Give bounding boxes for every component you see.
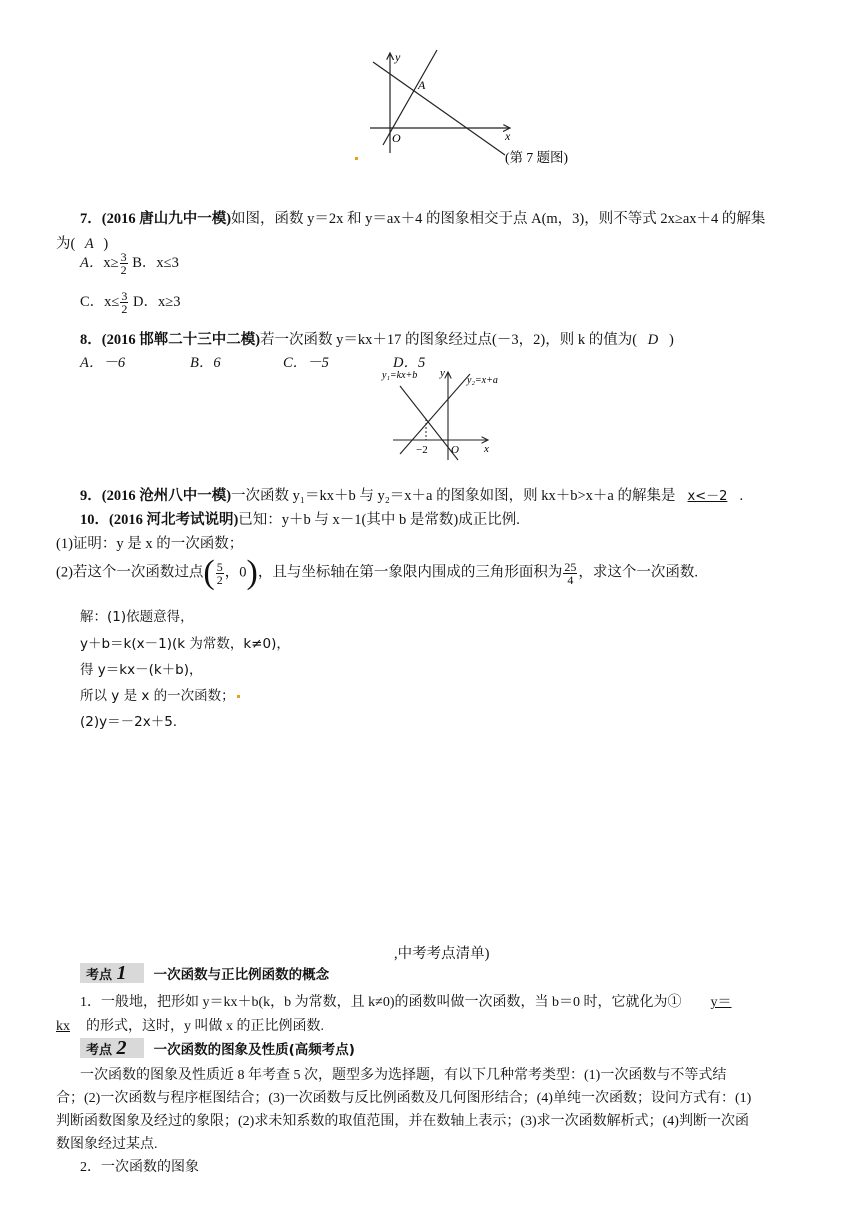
- kd1-blank-a: y＝: [710, 995, 732, 1010]
- q9-period: .: [739, 488, 744, 504]
- solution-line-4-text: 所以 y 是 x 的一次函数；: [80, 688, 235, 704]
- q8-number: 8．: [80, 332, 102, 348]
- q7-option-d: D．x≥3: [133, 294, 181, 310]
- q7-option-c-fraction: [120, 290, 128, 315]
- q9-text: 一次函数 y₁＝kx＋b 与 y₂＝x＋a 的图象如图，则 kx＋b>x＋a 的解集是: [231, 488, 676, 504]
- figure7-y-label: y: [395, 50, 401, 64]
- q8-source: (2016 邯郸二十三中二模): [101, 332, 261, 348]
- solution-line-4: [80, 684, 240, 704]
- question-8: [80, 328, 674, 349]
- q7-source: (2016 唐山九中一模): [101, 211, 232, 227]
- q7-option-a-text: x≥: [103, 255, 119, 271]
- kaodian-1-header: [80, 963, 329, 984]
- solution-line-3: 得 y＝kx－(k＋b)，: [80, 662, 203, 678]
- question-9: [80, 484, 743, 505]
- q8-option-b: B．6: [190, 355, 221, 371]
- q8-option-c: C．－5: [283, 355, 329, 371]
- q7-option-a-label: A．: [80, 255, 104, 271]
- figure7-point-a-label: A: [418, 78, 426, 92]
- q10-point-tail: ，0: [224, 564, 247, 581]
- kaodian-2-title: 一次函数的图象及性质(高频考点): [153, 1042, 355, 1058]
- kaodian-1-badge-text: 考点: [86, 968, 113, 983]
- kaodian-2-p1: 一次函数的图象及性质近 8 年考查 5 次，题型多为选择题，有以下几种常考类型：(1)一次函数与不等式结: [80, 1068, 727, 1083]
- q10-part2-mid: ，且与坐标轴在第一象限内围成的三角形面积为: [257, 564, 563, 581]
- q10-number: 10．: [80, 512, 109, 528]
- kaodian-1-number: 1: [116, 962, 127, 984]
- right-paren: ): [246, 554, 258, 591]
- q10-point-fraction: [216, 561, 224, 586]
- q7-text: 如图，函数 y＝2x 和 y＝ax＋4 的图象相交于点 A(m，3)，则不等式 2x≥ax＋4 的解集: [231, 211, 766, 227]
- figure-7-graph: [355, 45, 595, 170]
- q8-answer: D: [647, 332, 659, 348]
- q7-option-a-fraction: [120, 251, 128, 276]
- q7-options-ab: [80, 251, 179, 276]
- q7-option-c-label: C．: [80, 294, 105, 310]
- kaodian-2-badge: [80, 1038, 144, 1058]
- kaodian-2-p2: 合；(2)一次函数与程序框图结合；(3)一次函数与反比例函数及几何图形结合；(4)单纯一次函数；设问方式有：(1): [56, 1091, 752, 1106]
- kaodian-2-badge-text: 考点: [86, 1043, 113, 1058]
- kaodian-1-badge: [80, 963, 144, 983]
- figure-9-graph: [378, 364, 538, 464]
- kaodian-1-paragraph: [80, 991, 732, 1011]
- q7-option-c-text: x≤: [104, 294, 120, 310]
- q9-answer: x<－2: [687, 489, 728, 504]
- q8-text: 若一次函数 y＝kx＋17 的图象经过点(－3，2)，则 k 的值为(: [260, 332, 638, 348]
- figure7-origin-label: O: [392, 131, 401, 145]
- kaodian-2-number: 2: [116, 1037, 127, 1059]
- q10-part1: (1)证明：y 是 x 的一次函数；: [56, 536, 244, 552]
- q7-bracket-close: ): [103, 236, 109, 252]
- q7-options-cd: [80, 290, 180, 315]
- kaodian-2-p5: 2．一次函数的图象: [80, 1160, 199, 1175]
- figure9-y1-label: y₁=kx+b: [382, 370, 418, 381]
- question-10: [80, 508, 520, 529]
- figure9-y-label: y: [440, 367, 445, 379]
- q10-area-fraction: [563, 561, 577, 586]
- figure9-origin-label: O: [451, 444, 459, 456]
- frac-num: 5: [216, 559, 223, 574]
- q9-number: 9．: [80, 488, 102, 504]
- frac-num: 3: [120, 250, 127, 265]
- kaodian-2-p4: 数图象经过某点.: [56, 1137, 158, 1152]
- left-paren: (: [203, 554, 215, 591]
- solution-line-1: 解：(1)依题意得，: [80, 609, 194, 625]
- figure9-minus2-label: −2: [416, 444, 428, 456]
- frac-den: 2: [120, 263, 127, 278]
- kd1-blank-b: kx: [56, 1019, 70, 1034]
- q8-option-d: D．5: [393, 355, 426, 371]
- q8-bracket-close: ): [669, 332, 674, 348]
- q7-number: 7．: [80, 211, 102, 227]
- frac-num: 3: [121, 289, 128, 304]
- q10-source: (2016 河北考试说明): [109, 512, 239, 528]
- frac-den: 2: [121, 302, 128, 317]
- q7-answer: A: [84, 236, 94, 252]
- q8-option-a: A．－6: [80, 355, 126, 371]
- q10-text: 已知：y＋b 与 x－1(其中 b 是常数)成正比例.: [238, 512, 520, 528]
- question-7: [80, 207, 765, 228]
- kd1-p1: 1．一般地，把形如 y＝kx＋b(k，b 为常数，且 k≠0)的函数叫做一次函数，当 b＝0 时，它就化为①: [80, 995, 682, 1010]
- figure7-caption: (第 7 题图): [505, 150, 568, 165]
- figure7-x-label: x: [505, 129, 511, 143]
- section-header: ,中考考点清单): [394, 946, 490, 962]
- kd1-p1-tail: 的形式，这时，y 叫做 x 的正比例函数.: [86, 1019, 324, 1034]
- frac-den: 4: [567, 572, 574, 587]
- q10-part2: [56, 556, 698, 590]
- q7-option-b: B．x≤3: [132, 255, 179, 271]
- q10-part2-post: ，求这个一次函数.: [578, 564, 698, 581]
- kaodian-1-title: 一次函数与正比例函数的概念: [153, 967, 330, 983]
- q7-bracket-open: 为(: [56, 236, 76, 252]
- q10-part2-text: (2)若这个一次函数过点: [56, 564, 204, 581]
- q9-source: (2016 沧州八中一模): [101, 488, 232, 504]
- frac-num: 25: [564, 559, 577, 574]
- line-y2: [400, 374, 470, 454]
- frac-den: 2: [216, 572, 223, 587]
- figure9-y2-label: y₂=x+a: [467, 375, 498, 386]
- solution-line-2: y＋b＝k(x－1)(k 为常数，k≠0)，: [80, 636, 290, 652]
- kaodian-2-p3: 判断函数图象及经过的象限；(2)求未知系数的取值范围，并在数轴上表示；(3)求一次函数解析式；(4)判断一次函: [56, 1114, 749, 1129]
- kaodian-2-header: [80, 1038, 355, 1059]
- figure9-x-label: x: [484, 443, 489, 455]
- q7-line2: [56, 232, 108, 253]
- solution-line-5: (2)y＝－2x＋5.: [80, 714, 178, 730]
- kaodian-1-paragraph-2: [56, 1015, 324, 1035]
